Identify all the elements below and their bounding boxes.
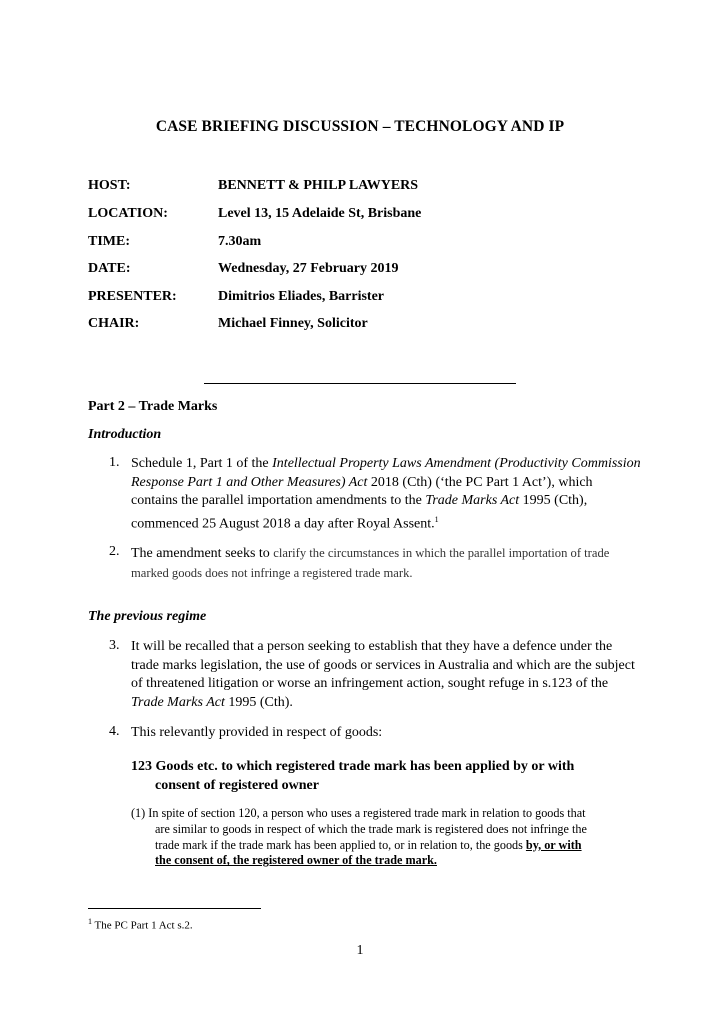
para-2-number: 2. [109, 544, 120, 559]
subsection-1 [131, 806, 631, 869]
date-label: DATE: [88, 261, 131, 276]
host-value: BENNETT & PHILP LAWYERS [218, 178, 419, 193]
trade-marks-act-italic: Trade Marks Act [425, 493, 520, 508]
trade-marks-act-italic-2: Trade Marks Act [131, 694, 225, 710]
para-2 [131, 544, 641, 583]
section-title-line-2: consent of registered owner [155, 777, 319, 793]
presenter-value: Dimitrios Eliades, Barrister [218, 289, 385, 304]
para-3-number: 3. [109, 638, 120, 653]
para-1-text-a: Schedule 1, Part 1 of the [131, 456, 273, 471]
subsection-line-2: are similar to goods in respect of which the trade mark is registered does not infringe the [155, 821, 587, 836]
chair-label: CHAIR: [88, 316, 140, 331]
footnote [88, 917, 193, 932]
para-2-text-b: clarify the circumstances in which the parallel importation of trade marked goods does not infringe a registered trade mark. [131, 546, 610, 580]
page-number: 1 [356, 943, 364, 958]
subsection-line-3: trade mark if the trade mark has been applied to, or in relation to, the goods [155, 837, 526, 852]
section-title-line-1: 123 Goods etc. to which registered trade mark has been applied by or with [131, 759, 575, 774]
footnote-ref[interactable]: 1 [434, 514, 439, 524]
para-1-text-c: 1995 (Cth), commenced 25 August 2018 a day after Royal Assent. [131, 493, 588, 532]
part-heading: Part 2 – Trade Marks [88, 399, 218, 414]
footnote-separator [88, 908, 261, 909]
para-4: This relevantly provided in respect of goods: [131, 725, 383, 740]
act-title-italic: Intellectual Property Laws Amendment (Productivity Commission Response Part 1 and Other Measures) Act [131, 456, 641, 490]
para-3 [131, 638, 641, 712]
presenter-label: PRESENTER: [88, 289, 177, 304]
para-1-number: 1. [109, 455, 120, 470]
document-title: CASE BRIEFING DISCUSSION – TECHNOLOGY AND IP [155, 118, 565, 135]
para-1 [131, 455, 641, 534]
location-label: LOCATION: [88, 206, 168, 221]
section-123-heading [131, 758, 621, 795]
para-3-text-a: It will be recalled that a person seeking to establish that they have a defence under the trade marks legislation, the use of goods or services in Australia and which are the subject of threatened litigation or worse an infringement action, sought refuge in s.123 of the [131, 639, 635, 691]
introduction-heading: Introduction [88, 427, 162, 442]
separator-line [204, 383, 516, 384]
emphasis-underlined-a: by, or with [525, 837, 582, 852]
para-4-number: 4. [109, 724, 120, 739]
subsection-line-1: (1) In spite of section 120, a person who uses a registered trade mark in relation to goods that [131, 806, 586, 820]
host-label: HOST: [88, 178, 131, 193]
footnote-text: The PC Part 1 Act s.2. [92, 919, 193, 932]
para-1-text-b: 2018 (Cth) (‘the PC Part 1 Act’), which contains the parallel importation amendments to the [131, 474, 593, 508]
emphasis-underlined-b: the consent of, the registered owner of the trade mark. [155, 853, 437, 868]
para-2-text-a: The amendment seeks to [131, 546, 274, 561]
time-label: TIME: [88, 234, 130, 249]
location-value: Level 13, 15 Adelaide St, Brisbane [218, 206, 422, 221]
date-value: Wednesday, 27 February 2019 [218, 261, 399, 276]
para-3-text-b: 1995 (Cth). [224, 694, 293, 710]
time-value: 7.30am [218, 234, 262, 249]
previous-regime-heading: The previous regime [88, 609, 207, 624]
footnote-number: 1 [88, 917, 92, 926]
chair-value: Michael Finney, Solicitor [218, 316, 368, 331]
